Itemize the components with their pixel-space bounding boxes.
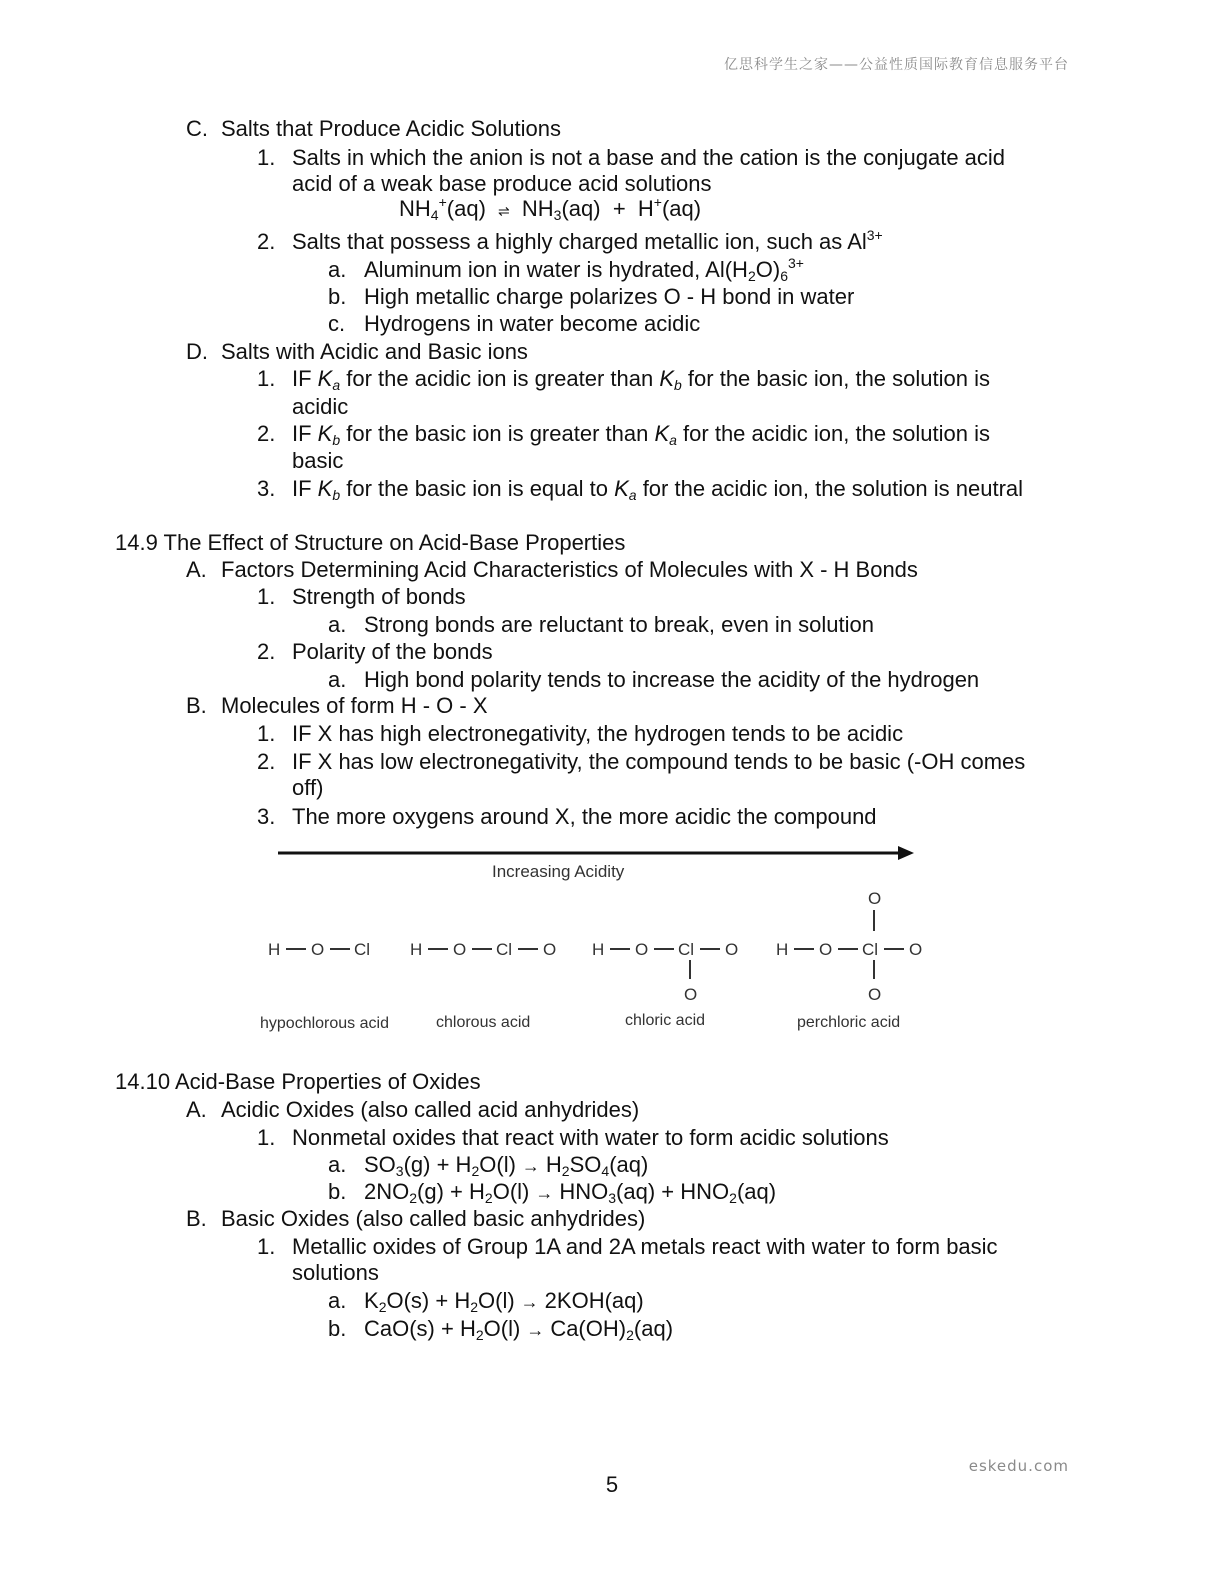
heading-14-10: 14.10 Acid-Base Properties of Oxides — [115, 1069, 481, 1094]
list-marker: D. — [186, 339, 208, 364]
svg-text:H: H — [592, 940, 605, 959]
svg-text:Cl: Cl — [496, 940, 513, 959]
list-marker: 1. — [257, 584, 276, 609]
item-text: Salts that possess a highly charged metallic ion, such as Al — [292, 229, 867, 254]
section-1410-b-1-line2: solutions — [292, 1260, 379, 1285]
arrow-label: Increasing Acidity — [492, 862, 625, 881]
section-title: Basic Oxides (also called basic anhydrides) — [221, 1206, 646, 1231]
item-text: Strength of bonds — [292, 584, 466, 609]
svg-text:O: O — [635, 940, 649, 959]
compound-label: hypochlorous acid — [260, 1015, 389, 1032]
section-d-title: Salts with Acidic and Basic ions — [221, 339, 528, 364]
svg-text:O: O — [453, 940, 467, 959]
list-marker: 1. — [257, 1234, 276, 1259]
list-marker: b. — [328, 1316, 347, 1341]
list-marker: A. — [186, 557, 207, 582]
svg-text:H: H — [776, 940, 789, 959]
item-text: Strong bonds are reluctant to break, even in solution — [364, 612, 874, 637]
list-marker: c. — [328, 311, 346, 336]
item-text: Metallic oxides of Group 1A and 2A metals react with water to form basic — [292, 1234, 998, 1259]
section-c-item1-line2: acid of a weak base produce acid solutions — [292, 171, 712, 196]
list-marker: 1. — [257, 1125, 276, 1150]
reaction-arrow-icon: → — [521, 1156, 540, 1176]
equation-ammonium: $NH_4^+(aq)$ ⇌ $NH_3(aq) + H^+(aq)$ — [399, 194, 702, 223]
header-watermark: 亿思科学生之家——公益性质国际教育信息服务平台 — [724, 57, 1069, 73]
section-149-b-2-line2: off) — [292, 775, 324, 800]
svg-text:H: H — [268, 940, 281, 959]
list-marker: 2. — [257, 421, 276, 446]
reaction-arrow-icon: → — [520, 1292, 539, 1312]
list-marker: 2. — [257, 749, 276, 774]
section-title: Acidic Oxides (also called acid anhydrides) — [221, 1097, 640, 1122]
svg-text:O: O — [868, 889, 882, 908]
list-marker: B. — [186, 1206, 207, 1231]
section-d-item1-line2: acidic — [292, 394, 349, 419]
arrow-head-icon — [898, 846, 914, 860]
footer-brand: eskedu.com — [968, 1457, 1069, 1475]
reaction-arrow-icon: → — [526, 1320, 545, 1340]
svg-text:Cl: Cl — [678, 940, 695, 959]
svg-text:Cl: Cl — [862, 940, 879, 959]
chloric-structure — [592, 940, 738, 1004]
perchloric-structure — [776, 889, 922, 1004]
section-c-title: Salts that Produce Acidic Solutions — [221, 116, 561, 141]
reaction-arrow-icon: → — [535, 1183, 554, 1203]
item-text: Aluminum ion in water is hydrated, Al(H — [364, 257, 748, 282]
compound-label: chloric acid — [625, 1012, 706, 1029]
item-text: Nonmetal oxides that react with water to form acidic solutions — [292, 1125, 889, 1150]
list-marker: b. — [328, 284, 347, 309]
list-marker: a. — [328, 1152, 347, 1177]
list-marker: B. — [186, 693, 207, 718]
hypochlorous-structure — [268, 940, 370, 959]
list-marker: C. — [186, 116, 208, 141]
item-text: IF X has low electronegativity, the compound tends to be basic (-OH comes — [292, 749, 1026, 774]
page-number: 5 — [605, 1472, 619, 1497]
list-marker: A. — [186, 1097, 207, 1122]
list-marker: a. — [328, 612, 347, 637]
section-title: Molecules of form H - O - X — [221, 693, 488, 718]
item-text: Polarity of the bonds — [292, 639, 493, 664]
list-marker: 1. — [257, 366, 276, 391]
svg-text:Cl: Cl — [354, 940, 371, 959]
equilibrium-arrow-icon: ⇌ — [498, 203, 510, 219]
section-title: Factors Determining Acid Characteristics of Molecules with X - H Bonds — [221, 557, 918, 582]
svg-text:O: O — [819, 940, 833, 959]
item-text: High bond polarity tends to increase the acidity of the hydrogen — [364, 667, 980, 692]
list-marker: a. — [328, 1288, 347, 1313]
svg-text:O: O — [909, 940, 923, 959]
list-marker: 2. — [257, 229, 276, 254]
chlorous-structure — [410, 940, 556, 959]
item-text: High metallic charge polarizes O - H bond in water — [364, 284, 855, 309]
list-marker: 2. — [257, 639, 276, 664]
list-marker: 3. — [257, 476, 276, 501]
svg-text:O: O — [684, 985, 698, 1004]
svg-text:O: O — [725, 940, 739, 959]
list-marker: a. — [328, 667, 347, 692]
oxyacid-acidity-diagram — [250, 838, 950, 1038]
svg-text:O: O — [868, 985, 882, 1004]
list-marker: 1. — [257, 145, 276, 170]
item-text: Salts in which the anion is not a base and the cation is the conjugate acid — [292, 145, 1006, 170]
compound-label: chlorous acid — [436, 1014, 531, 1031]
item-text: IF X has high electronegativity, the hydrogen tends to be acidic — [292, 721, 904, 746]
heading-14-9: 14.9 The Effect of Structure on Acid-Base Properties — [115, 530, 626, 555]
compound-label: perchloric acid — [797, 1014, 901, 1031]
item-text: The more oxygens around X, the more acidic the compound — [292, 804, 877, 829]
item-text: Hydrogens in water become acidic — [364, 311, 701, 336]
svg-text:H: H — [410, 940, 423, 959]
section-d-item2-line2: basic — [292, 448, 344, 473]
list-marker: a. — [328, 257, 347, 282]
svg-text:O: O — [311, 940, 325, 959]
list-marker: b. — [328, 1179, 347, 1204]
svg-text:O: O — [543, 940, 557, 959]
list-marker: 1. — [257, 721, 276, 746]
list-marker: 3. — [257, 804, 276, 829]
